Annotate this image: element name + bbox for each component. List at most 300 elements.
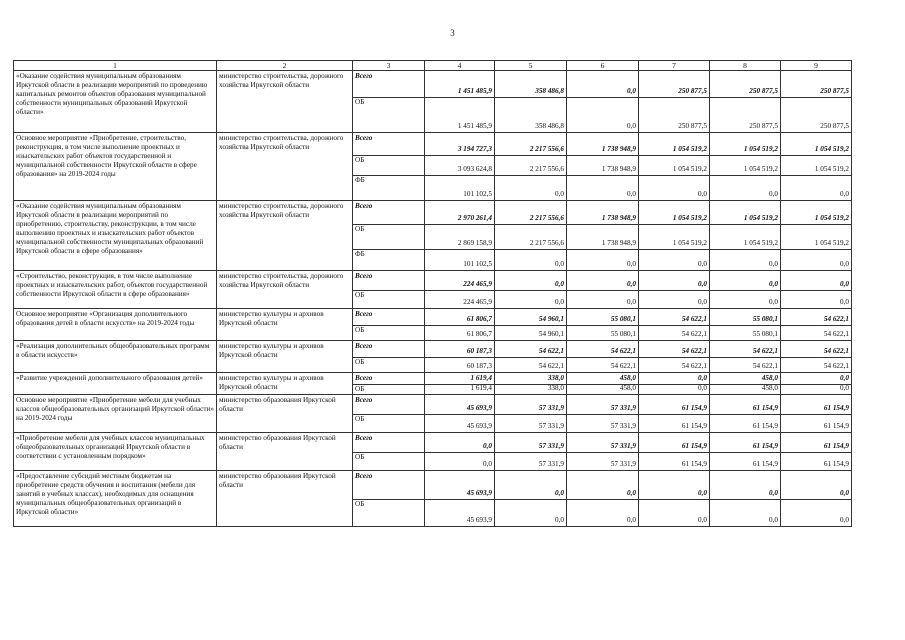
row-divider: [639, 357, 709, 358]
source-value: 0,0: [840, 260, 849, 269]
row-divider: [425, 290, 494, 291]
row-divider: [425, 97, 494, 98]
row-divider: [710, 249, 780, 250]
row-divider: [425, 357, 494, 358]
header-col-1: 1: [14, 61, 217, 71]
executor: министерство культуры и архивов Иркутской области: [217, 309, 353, 341]
budget-table: [13, 60, 852, 527]
funding-source-label: Всего: [355, 472, 373, 481]
value-cell-col-7: [639, 395, 710, 433]
row-divider: [425, 452, 494, 453]
source-value: 54 622,1: [823, 362, 849, 371]
row-divider: [567, 97, 638, 98]
value-cell-col-6: [567, 341, 639, 373]
value-cell-col-7: [639, 71, 710, 133]
source-value: 55 080,1: [610, 330, 636, 339]
row-divider: [567, 414, 638, 415]
executor: министерство строительства, дорожного хозяйства Иркутской области: [217, 271, 353, 309]
measure-description: «Оказание содействия муниципальным образованиям Иркутской области в реализации мероприятий по приобретению, строительству, реконструкции, в том числе выполнению проектных и изыскательских работ объектов муниципальной собственности муниципальных образований Иркутской области в сфере образования»: [14, 201, 217, 271]
row-divider: [639, 452, 709, 453]
table-row: [14, 471, 852, 527]
header-col-4: 4: [425, 61, 495, 71]
funding-source-label: Всего: [355, 374, 373, 383]
value-cell-col-7: [639, 373, 710, 395]
value-cell-col-9: [781, 433, 852, 471]
row-divider: [495, 357, 566, 358]
funding-source-label: ОБ: [355, 452, 365, 461]
total-value: 54 622,1: [752, 346, 778, 355]
executor: министерство образования Иркутской области: [217, 395, 353, 433]
total-value: 0,0: [698, 373, 707, 382]
header-col-7: 7: [639, 61, 710, 71]
row-divider: [495, 224, 566, 225]
source-value: 61 154,9: [752, 422, 778, 431]
total-value: 1 054 519,2: [743, 214, 778, 223]
source-value: 61 154,9: [681, 422, 707, 431]
value-cell-col-6: [567, 201, 639, 271]
source-value: 0,0: [698, 190, 707, 199]
measure-description: Основное мероприятие «Организация дополнительного образования детей в области искусств» на 2019-2024 годы: [14, 309, 217, 341]
value-cell-col-5: [495, 309, 567, 341]
total-value: 57 331,9: [610, 441, 636, 450]
value-cell-col-8: [710, 433, 781, 471]
funding-source-label: Всего: [355, 72, 373, 81]
row-divider: [425, 499, 494, 500]
executor: министерство образования Иркутской области: [217, 471, 353, 527]
measure-description: «Реализация дополнительных общеобразовательных программ в области искусств»: [14, 341, 217, 373]
source-value: 45 693,9: [466, 422, 492, 431]
row-divider: [710, 452, 780, 453]
source-value: 0,0: [627, 190, 636, 199]
source-value: 54 622,1: [823, 330, 849, 339]
source-value: 0,0: [555, 190, 564, 199]
funding-source-cell: [353, 309, 425, 341]
source-value: 1 738 948,9: [601, 238, 636, 247]
table-row: [14, 309, 852, 341]
total-value: 1 451 485,9: [457, 86, 492, 95]
source-value: 0,0: [769, 516, 778, 525]
row-divider: [639, 325, 709, 326]
value-cell-col-4: [425, 373, 495, 395]
total-value: 358 486,8: [535, 86, 564, 95]
source-value: 250 877,5: [678, 122, 707, 131]
row-divider: [425, 414, 494, 415]
source-value: 458,0: [619, 384, 636, 393]
row-divider: [781, 155, 851, 156]
executor: министерство строительства, дорожного хозяйства Иркутской области: [217, 201, 353, 271]
table-row: [14, 341, 852, 373]
total-value: 0,0: [627, 279, 636, 288]
source-value: 0,0: [698, 298, 707, 307]
source-value: 55 080,1: [752, 330, 778, 339]
value-cell-col-5: [495, 395, 567, 433]
total-value: 0,0: [769, 488, 778, 497]
value-cell-col-4: [425, 395, 495, 433]
row-divider: [495, 414, 566, 415]
source-value: 1 054 519,2: [672, 238, 707, 247]
total-value: 250 877,5: [749, 86, 778, 95]
source-value: 0,0: [627, 298, 636, 307]
executor: министерство образования Иркутской области: [217, 433, 353, 471]
funding-source-cell: [353, 373, 425, 395]
total-value: 0,0: [840, 488, 849, 497]
value-cell-col-8: [710, 309, 781, 341]
value-cell-col-8: [710, 471, 781, 527]
row-divider: [567, 290, 638, 291]
source-value: 0,0: [627, 516, 636, 525]
total-value: 54 622,1: [610, 346, 636, 355]
source-value: 0,0: [698, 384, 707, 393]
value-cell-col-9: [781, 373, 852, 395]
total-value: 1 054 519,2: [743, 145, 778, 154]
row-divider: [781, 249, 851, 250]
measure-description: «Предоставление субсидий местным бюджетам на приобретение средств обучения и воспитания (мебели для занятий в учебных классах), необходимых для оснащения муниципальных общеобразовательных организаций в Иркутской области»: [14, 471, 217, 527]
value-cell-col-6: [567, 271, 639, 309]
row-divider: [639, 224, 709, 225]
row-divider: [710, 325, 780, 326]
row-divider: [567, 357, 638, 358]
source-value: 2 217 556,6: [529, 238, 564, 247]
value-cell-col-9: [781, 71, 852, 133]
total-value: 61 154,9: [681, 441, 707, 450]
source-value: 2 217 556,6: [529, 164, 564, 173]
total-value: 54 622,1: [823, 346, 849, 355]
value-cell-col-8: [710, 133, 781, 201]
total-value: 60 187,3: [466, 346, 492, 355]
funding-source-label: Всего: [355, 434, 373, 443]
source-value: 1 054 519,2: [743, 164, 778, 173]
source-value: 0,0: [840, 298, 849, 307]
source-value: 60 187,3: [466, 362, 492, 371]
source-value: 250 877,5: [820, 122, 849, 131]
funding-source-label: ОБ: [355, 97, 365, 106]
executor: министерство строительства, дорожного хозяйства Иркутской области: [217, 71, 353, 133]
total-value: 61 154,9: [752, 441, 778, 450]
funding-source-cell: [353, 133, 425, 201]
table-row: [14, 201, 852, 271]
value-cell-col-5: [495, 373, 567, 395]
executor: министерство культуры и архивов Иркутской области: [217, 373, 353, 395]
value-cell-col-9: [781, 341, 852, 373]
source-value: 0,0: [627, 122, 636, 131]
row-divider: [425, 155, 494, 156]
source-value: 61 806,7: [466, 330, 492, 339]
total-value: 2 217 556,6: [529, 145, 564, 154]
row-divider: [495, 155, 566, 156]
measure-description: «Приобретение мебели для учебных классов муниципальных общеобразовательных организаций Иркутской области в соответствии с установленным порядком»: [14, 433, 217, 471]
source-value: 54 960,1: [538, 330, 564, 339]
source-value: 57 331,9: [538, 422, 564, 431]
row-divider: [495, 97, 566, 98]
source-value: 1 054 519,2: [814, 164, 849, 173]
source-value: 0,0: [769, 260, 778, 269]
header-col-2: 2: [217, 61, 353, 71]
source-value: 0,0: [698, 516, 707, 525]
row-divider: [710, 290, 780, 291]
measure-description: «Оказание содействия муниципальным образованиям Иркутской области в реализации мероприятий по проведению капитальных ремонтов объектов образования муниципальной собственности муниципальных образований Иркутской области»: [14, 71, 217, 133]
source-value: 458,0: [761, 384, 778, 393]
funding-source-cell: [353, 433, 425, 471]
source-value: 54 622,1: [538, 362, 564, 371]
funding-source-label: ОБ: [355, 357, 365, 366]
funding-source-label: Всего: [355, 396, 373, 405]
funding-source-label: ОБ: [355, 290, 365, 299]
value-cell-col-6: [567, 309, 639, 341]
value-cell-col-9: [781, 271, 852, 309]
row-divider: [710, 357, 780, 358]
value-cell-col-6: [567, 373, 639, 395]
row-divider: [567, 499, 638, 500]
row-divider: [781, 325, 851, 326]
total-value: 0,0: [627, 86, 636, 95]
total-value: 1 738 948,9: [601, 214, 636, 223]
total-value: 61 806,7: [466, 314, 492, 323]
value-cell-col-8: [710, 71, 781, 133]
total-value: 1 054 519,2: [814, 214, 849, 223]
measure-description: Основное мероприятие «Приобретение, строительство, реконструкция, в том числе выполнение проектных и изыскательских работ объектов государственной и муниципальной собственности Иркутской области в сфере образования» на 2019-2024 годы: [14, 133, 217, 201]
value-cell-col-5: [495, 271, 567, 309]
row-divider: [425, 224, 494, 225]
source-value: 250 877,5: [749, 122, 778, 131]
value-cell-col-5: [495, 471, 567, 527]
total-value: 1 054 519,2: [672, 145, 707, 154]
funding-source-cell: [353, 395, 425, 433]
total-value: 250 877,5: [820, 86, 849, 95]
value-cell-col-7: [639, 271, 710, 309]
source-value: 61 154,9: [681, 460, 707, 469]
source-value: 57 331,9: [538, 460, 564, 469]
measure-description: «Строительство, реконструкция, в том числе выполнение проектных и изыскательских работ, объектов государственной собственности Иркутской области в сфере образования»: [14, 271, 217, 309]
total-value: 45 693,9: [466, 488, 492, 497]
funding-source-label: Всего: [355, 202, 373, 211]
total-value: 2 970 261,4: [457, 214, 492, 223]
total-value: 1 054 519,2: [672, 214, 707, 223]
row-divider: [495, 452, 566, 453]
total-value: 54 622,1: [538, 346, 564, 355]
funding-source-label: ФБ: [355, 175, 365, 184]
funding-source-label: Всего: [355, 134, 373, 143]
value-cell-col-7: [639, 341, 710, 373]
row-divider: [495, 325, 566, 326]
value-cell-col-6: [567, 395, 639, 433]
source-value: 61 154,9: [752, 460, 778, 469]
row-divider: [567, 155, 638, 156]
header-col-8: 8: [710, 61, 781, 71]
value-cell-col-9: [781, 201, 852, 271]
funding-source-label: ОБ: [355, 499, 365, 508]
value-cell-col-7: [639, 471, 710, 527]
row-divider: [710, 499, 780, 500]
funding-source-label: Всего: [355, 310, 373, 319]
source-value: 1 738 948,9: [601, 164, 636, 173]
source-value: 1 054 519,2: [743, 238, 778, 247]
total-value: 61 154,9: [823, 403, 849, 412]
row-divider: [710, 97, 780, 98]
header-row: [14, 61, 852, 71]
executor: министерство культуры и архивов Иркутской области: [217, 341, 353, 373]
source-value: 57 331,9: [610, 422, 636, 431]
total-value: 1 619,4: [470, 373, 492, 382]
table-row: [14, 271, 852, 309]
row-divider: [639, 175, 709, 176]
value-cell-col-6: [567, 71, 639, 133]
value-cell-col-4: [425, 433, 495, 471]
total-value: 54 622,1: [681, 314, 707, 323]
funding-source-label: ОБ: [355, 225, 365, 234]
value-cell-col-9: [781, 471, 852, 527]
value-cell-col-6: [567, 433, 639, 471]
source-value: 54 622,1: [681, 362, 707, 371]
total-value: 0,0: [840, 373, 849, 382]
value-cell-col-4: [425, 271, 495, 309]
row-divider: [710, 224, 780, 225]
value-cell-col-4: [425, 341, 495, 373]
measure-description: «Развитие учреждений дополнительного образования детей»: [14, 373, 217, 395]
funding-source-label: ОБ: [355, 384, 365, 393]
row-divider: [710, 175, 780, 176]
total-value: 61 154,9: [752, 403, 778, 412]
row-divider: [425, 325, 494, 326]
source-value: 57 331,9: [610, 460, 636, 469]
header-col-5: 5: [495, 61, 567, 71]
total-value: 45 693,9: [466, 403, 492, 412]
row-divider: [639, 155, 709, 156]
total-value: 55 080,1: [610, 314, 636, 323]
total-value: 57 331,9: [610, 403, 636, 412]
source-value: 61 154,9: [823, 460, 849, 469]
source-value: 224 465,9: [463, 298, 492, 307]
source-value: 1 619,4: [470, 384, 492, 393]
value-cell-col-8: [710, 373, 781, 395]
source-value: 0,0: [555, 298, 564, 307]
source-value: 1 451 485,9: [457, 122, 492, 131]
value-cell-col-9: [781, 133, 852, 201]
total-value: 61 154,9: [681, 403, 707, 412]
value-cell-col-7: [639, 201, 710, 271]
header-col-6: 6: [567, 61, 639, 71]
source-value: 0,0: [840, 190, 849, 199]
total-value: 1 054 519,2: [814, 145, 849, 154]
total-value: 0,0: [555, 279, 564, 288]
header-col-9: 9: [781, 61, 852, 71]
table-row: [14, 433, 852, 471]
value-cell-col-9: [781, 309, 852, 341]
total-value: 54 960,1: [538, 314, 564, 323]
value-cell-col-5: [495, 133, 567, 201]
source-value: 101 102,5: [463, 260, 492, 269]
total-value: 3 194 727,3: [457, 145, 492, 154]
value-cell-col-5: [495, 71, 567, 133]
row-divider: [567, 452, 638, 453]
value-cell-col-5: [495, 341, 567, 373]
source-value: 0,0: [627, 260, 636, 269]
source-value: 0,0: [483, 460, 492, 469]
value-cell-col-8: [710, 395, 781, 433]
row-divider: [639, 249, 709, 250]
total-value: 61 154,9: [823, 441, 849, 450]
total-value: 0,0: [698, 279, 707, 288]
funding-source-label: Всего: [355, 272, 373, 281]
source-value: 0,0: [555, 260, 564, 269]
total-value: 54 622,1: [681, 346, 707, 355]
funding-source-label: ОБ: [355, 156, 365, 165]
value-cell-col-8: [710, 271, 781, 309]
funding-source-label: ОБ: [355, 414, 365, 423]
total-value: 458,0: [619, 373, 636, 382]
executor: министерство строительства, дорожного хозяйства Иркутской области: [217, 133, 353, 201]
row-divider: [639, 290, 709, 291]
source-value: 0,0: [840, 516, 849, 525]
source-value: 61 154,9: [823, 422, 849, 431]
row-divider: [710, 414, 780, 415]
total-value: 458,0: [761, 373, 778, 382]
source-value: 0,0: [698, 260, 707, 269]
total-value: 0,0: [769, 279, 778, 288]
row-divider: [495, 290, 566, 291]
row-divider: [639, 414, 709, 415]
row-divider: [781, 414, 851, 415]
row-divider: [567, 175, 638, 176]
row-divider: [781, 452, 851, 453]
row-divider: [425, 249, 494, 250]
row-divider: [781, 499, 851, 500]
source-value: 101 102,5: [463, 190, 492, 199]
source-value: 54 622,1: [752, 362, 778, 371]
total-value: 2 217 556,6: [529, 214, 564, 223]
row-divider: [781, 357, 851, 358]
value-cell-col-8: [710, 341, 781, 373]
value-cell-col-4: [425, 471, 495, 527]
source-value: 338,0: [547, 384, 564, 393]
source-value: 45 693,9: [466, 516, 492, 525]
funding-source-cell: [353, 271, 425, 309]
source-value: 54 622,1: [681, 330, 707, 339]
total-value: 54 622,1: [823, 314, 849, 323]
total-value: 0,0: [698, 488, 707, 497]
row-divider: [781, 290, 851, 291]
table-row: [14, 395, 852, 433]
funding-source-cell: [353, 471, 425, 527]
row-divider: [639, 499, 709, 500]
source-value: 0,0: [769, 298, 778, 307]
funding-source-label: ОБ: [355, 325, 365, 334]
funding-source-label: Всего: [355, 342, 373, 351]
total-value: 224 465,9: [463, 279, 492, 288]
source-value: 0,0: [840, 384, 849, 393]
row-divider: [781, 175, 851, 176]
table-row: [14, 71, 852, 133]
source-value: 3 093 624,8: [457, 164, 492, 173]
value-cell-col-6: [567, 133, 639, 201]
funding-source-cell: [353, 71, 425, 133]
value-cell-col-4: [425, 201, 495, 271]
value-cell-col-4: [425, 309, 495, 341]
total-value: 1 738 948,9: [601, 145, 636, 154]
table-row: [14, 373, 852, 395]
header-col-3: 3: [353, 61, 425, 71]
value-cell-col-5: [495, 201, 567, 271]
row-divider: [639, 97, 709, 98]
source-value: 1 054 519,2: [814, 238, 849, 247]
row-divider: [425, 175, 494, 176]
page-number: 3: [450, 28, 455, 38]
total-value: 0,0: [840, 279, 849, 288]
row-divider: [710, 155, 780, 156]
source-value: 54 622,1: [610, 362, 636, 371]
source-value: 1 054 519,2: [672, 164, 707, 173]
row-divider: [567, 325, 638, 326]
total-value: 338,0: [547, 373, 564, 382]
